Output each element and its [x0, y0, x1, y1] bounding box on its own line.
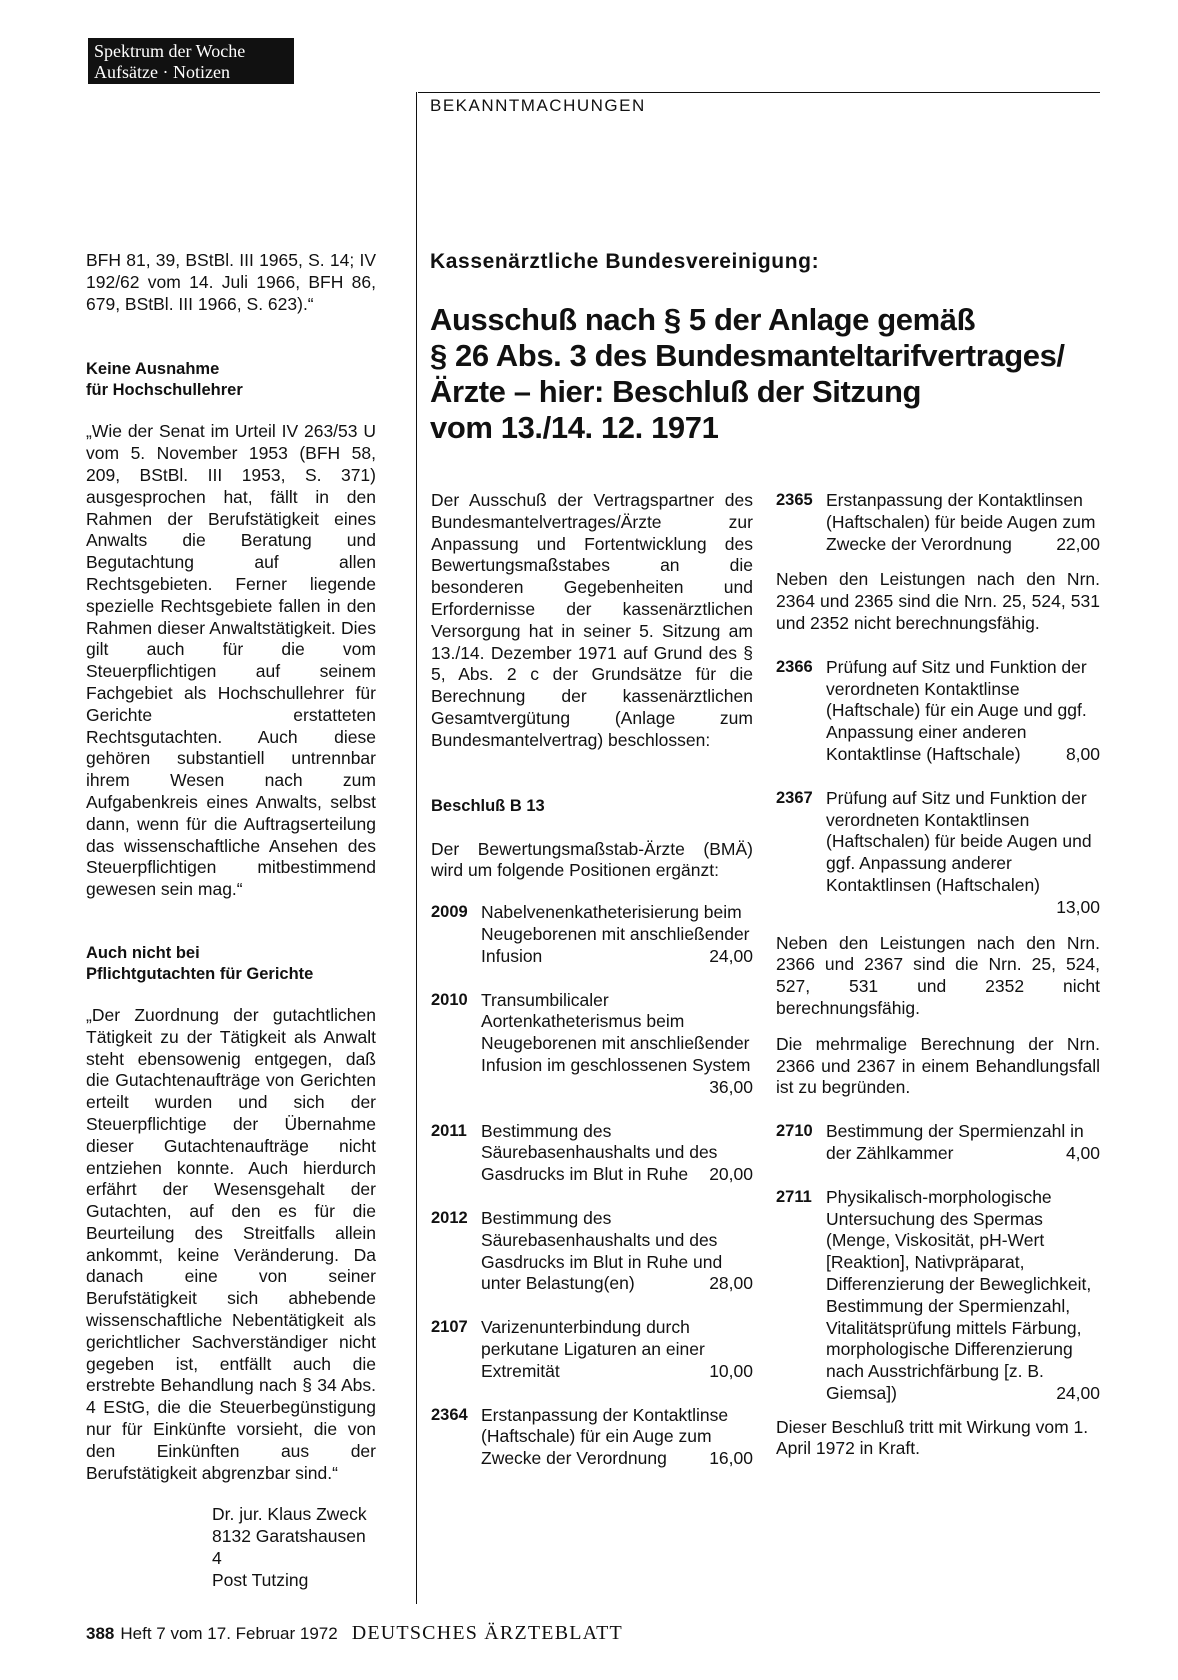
item-code: 2011 — [431, 1121, 467, 1140]
subhead-pflichtgutachten — [86, 943, 376, 985]
item-price: 20,00 — [709, 1164, 753, 1185]
item-text: Bestimmung des Säurebasenhaushalts und des Gasdrucks im Blut in Ruhe — [481, 1120, 718, 1185]
item-2009 — [431, 902, 753, 967]
subhead-line: Pflichtgutachten für Gerichte — [86, 964, 314, 983]
subhead-line: für Hochschullehrer — [86, 381, 243, 400]
signature-name: Dr. jur. Klaus Zweck — [212, 1504, 367, 1525]
note-2367-b: Die mehrmalige Berechnung der Nrn. 2366 und 2367 in einem Behandlungsfall ist zu begründen. — [776, 1033, 1100, 1098]
journal-name: DEUTSCHES ÄRZTEBLATT — [351, 1622, 623, 1644]
item-code: 2367 — [776, 788, 813, 807]
beschluss-intro: Der Bewertungsmaßstab-Ärzte (BMÄ) wird um folgende Positionen ergänzt: — [431, 838, 753, 881]
item-price: 24,00 — [1056, 1382, 1100, 1403]
article-title — [430, 302, 1110, 446]
subhead-keine-ausnahme — [86, 359, 376, 401]
section-header-box — [88, 38, 294, 84]
signature — [212, 1504, 376, 1591]
item-code: 2010 — [431, 990, 468, 1009]
item-price: 36,00 — [709, 1076, 753, 1097]
left-paragraph-2: „Der Zuordnung der gutachtlichen Tätigkeit zu der Tätigkeit als Anwalt steht ebensowenig entgegen, daß die Gutachtenaufträge von Gerichten erteilt wurden und sich der Steuerpflichtige der Übernahme dieser Gutachtenaufträge nicht entziehen konnte. Auch hierdurch erfährt der Wesensgehalt der Gutachten, auf den es für die Beurteilung des Streitfalls allein ankommt, keine Veränderung. Da danach eine von seiner Berufstätigkeit sich abhebende wissenschaftliche Nebentätigkeit als gerichtlicher Sachverständiger nicht gegeben ist, entfällt auch die erstrebte Behandlung nach § 34 Abs. 4 EStG, die die Steuerbegünstigung nur für Einkünfte vorsieht, die von den Einkünften aus der Berufstätigkeit abgrenzbar sind.“ — [86, 1004, 376, 1483]
item-2107 — [431, 1317, 753, 1382]
note-2367-a: Neben den Leistungen nach den Nrn. 2366 und 2367 sind die Nrn. 25, 524, 527, 531 und 2352 nicht berechnungsfähig. — [776, 932, 1100, 1018]
right-column — [776, 490, 1100, 1460]
item-code: 2012 — [431, 1208, 468, 1227]
item-code: 2365 — [776, 491, 813, 509]
beschluss-heading: Beschluß B 13 — [431, 796, 545, 815]
title-line: Ausschuß nach § 5 der Anlage gemäß — [430, 302, 976, 337]
item-price: 24,00 — [709, 945, 753, 966]
item-text: Erstanpassung der Kontaktlinse (Haftschale) für ein Auge zum Zwecke der Verordnung — [481, 1404, 729, 1469]
issue-info: Heft 7 vom 17. Februar 1972 — [120, 1624, 338, 1643]
item-price: 16,00 — [709, 1448, 753, 1469]
closing-statement: Dieser Beschluß tritt mit Wirkung vom 1. April 1972 in Kraft. — [776, 1416, 1089, 1459]
item-text: Bestimmung der Spermienzahl in der Zählkammer — [826, 1121, 1084, 1163]
item-price: 4,00 — [1065, 1142, 1100, 1163]
item-text: Prüfung auf Sitz und Funktion der verordneten Kontaktlinsen (Haftschalen) für beide Augen und ggf. Anpassung anderer Kontaktlinsen (Haftschalen) — [826, 787, 1092, 895]
item-code: 2364 — [431, 1405, 468, 1424]
item-price: 13,00 — [1056, 896, 1100, 917]
item-text: Bestimmung des Säurebasenhaushalts und des Gasdrucks im Blut in Ruhe und unter Belastung(en) — [481, 1207, 723, 1294]
middle-column — [431, 490, 753, 1470]
left-intro: BFH 81, 39, BStBl. III 1965, S. 14; IV 192/62 vom 14. Juli 1966, BFH 86, 679, BStBl. III 1966, S. 623).“ — [86, 250, 376, 314]
signature-address: 8132 Garatshausen 4 — [212, 1526, 366, 1569]
item-text: Prüfung auf Sitz und Funktion der verordneten Kontaktlinse (Haftschale) für ein Auge und ggf. Anpassung einer anderen Kontaktlinse (Haftschale) — [826, 656, 1087, 764]
intro-paragraph: Der Ausschuß der Vertragspartner des Bundesmantelvertrages/Ärzte zur Anpassung und Fortentwicklung des Bewertungsmaßstabes an die besonderen Gegebenheiten und Erfordernisse der kassenärztlichen Versorgung hat in seiner 5. Sitzung am 13./14. Dezember 1971 auf Grund des § 5, Abs. 2 c der Grundsätze für die Berechnung der kassenärztlichen Gesamtvergütung (Anlage zum Bundesmantelvertrag) beschlossen: — [431, 490, 753, 750]
item-2012 — [431, 1208, 753, 1295]
item-text: Varizenunterbindung durch perkutane Ligaturen an einer Extremität — [481, 1317, 705, 1381]
item-price: 22,00 — [1056, 533, 1100, 554]
title-line: vom 13./14. 12. 1971 — [430, 410, 719, 445]
item-2010 — [431, 990, 753, 1099]
item-2366 — [776, 657, 1100, 766]
item-code: 2710 — [776, 1122, 813, 1141]
item-2711 — [776, 1187, 1100, 1405]
item-code: 2009 — [431, 903, 468, 922]
item-code: 2366 — [776, 657, 813, 676]
item-text: Physikalisch-morphologische Untersuchung des Spermas (Menge, Viskosität, pH-Wert [Reaktion], Nativpräparat, Differenzierung der Beweglichkeit, Bestimmung der Spermienzahl, Vitalitätsprüfung mittels Färbung, morphologische Differenzierung nach Ausstrichfärbung [z. B. Giemsa]) — [826, 1186, 1092, 1403]
header-line-2: Aufsätze · Notizen — [94, 62, 230, 82]
item-2365 — [776, 490, 1100, 555]
subhead-line: Keine Ausnahme — [86, 360, 220, 379]
title-line: § 26 Abs. 3 des Bundesmanteltarifvertrages/ — [430, 338, 1065, 373]
left-paragraph-1: „Wie der Senat im Urteil IV 263/53 U vom 5. November 1953 (BFH 58, 209, BStBl. III 1953, S. 371) ausgesprochen hat, fällt in den Rahmen der Berufstätigkeit eines Anwalts die Beratung und Begutachtung auf allen Rechtsgebieten. Ferner liegende spezielle Rechtsgebiete fallen in den Rahmen dieser Anwaltstätigkeit. Dies gilt auch für die vom Steuerpflichtigen auf seinem Fachgebiet als Hochschullehrer für Gerichte erstatteten Rechtsgutachten. Auch diese gehören substantiell untrennbar ihrem Wesen nach zum Aufgabenkreis eines Anwalts, selbst dann, wenn für die Auftragserteilung das wissenschaftliche Ansehen des Steuerpflichtigen mitbestimmend gewesen sein mag.“ — [86, 421, 376, 900]
item-text: Transumbilicaler Aortenkatheterismus beim Neugeborenen mit anschließender Infusion im geschlossenen System — [481, 989, 751, 1075]
top-rule — [418, 92, 1100, 93]
organization-heading: Kassenärztliche Bundesvereinigung: — [430, 250, 820, 273]
subhead-line: Auch nicht bei — [86, 943, 200, 962]
title-line: Ärzte – hier: Beschluß der Sitzung — [430, 374, 922, 409]
item-price: 10,00 — [709, 1360, 753, 1381]
section-label: BEKANNTMACHUNGEN — [430, 96, 646, 115]
item-2710 — [776, 1121, 1100, 1165]
page-number: 388 — [86, 1624, 115, 1643]
item-code: 2711 — [776, 1187, 812, 1206]
item-code: 2107 — [431, 1318, 468, 1337]
column-divider — [416, 92, 417, 1604]
note-2365: Neben den Leistungen nach den Nrn. 2364 und 2365 sind die Nrn. 25, 524, 531 und 2352 nicht berechnungsfähig. — [776, 569, 1100, 633]
item-text: Nabelvenenkatheterisierung beim Neugeborenen mit anschließender Infusion — [481, 902, 750, 966]
item-2367 — [776, 788, 1100, 919]
item-2011 — [431, 1121, 753, 1186]
left-column — [86, 250, 376, 1592]
signature-post: Post Tutzing — [212, 1569, 309, 1590]
page-footer — [86, 1622, 623, 1645]
header-line-1: Spektrum der Woche — [94, 41, 246, 61]
item-price: 8,00 — [1065, 743, 1100, 764]
item-price: 28,00 — [709, 1273, 753, 1294]
item-text: Erstanpassung der Kontaktlinsen (Haftschalen) für beide Augen zum Zwecke der Verordnung — [826, 490, 1096, 554]
item-2364 — [431, 1405, 753, 1470]
